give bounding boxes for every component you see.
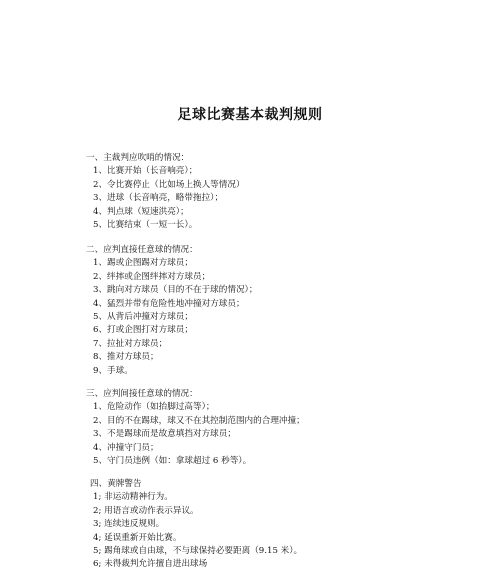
list-item: 2、目的不在踢球，球又不在其控制范围内的合理冲撞； (93, 415, 305, 426)
section-heading: 一、主裁判应吹哨的情况： (86, 153, 190, 163)
list-item: 2; 用语言或动作表示异议。 (93, 505, 199, 516)
list-item: 1、危险动作（如抬脚过高等）； (93, 402, 215, 413)
section-yellow-card (90, 478, 490, 572)
list-item: 6; 未得裁判允许擅自进出球场 (93, 559, 208, 570)
list-item: 1; 非运动精神行为。 (93, 492, 173, 503)
list-item: 5; 踢角球或自由球，不与球保持必要距离（9.15 米）。 (93, 546, 303, 557)
list-item: 3、进球（长音响亮，略带拖拉）； (93, 193, 224, 204)
section-referee-whistle (86, 152, 486, 232)
list-item: 1、比赛开始（长音响亮）； (93, 166, 198, 177)
list-item: 7、拉扯对方球员； (93, 338, 168, 349)
section-heading: 三、应判间接任意球的情况： (86, 389, 198, 399)
list-item: 3; 连续违反规则。 (93, 519, 165, 530)
list-item: 2、绊摔或企图绊摔对方球员； (93, 271, 211, 282)
list-item: 4、猛烈并带有危险性地冲撞对方球员； (93, 298, 245, 309)
document-title: 足球比赛基本裁判规则 (177, 107, 323, 123)
section-heading: 四、黄牌警告 (90, 479, 142, 489)
list-item: 6、打或企图打对方球员； (93, 325, 193, 336)
list-item: 4、判点球（短速洪亮）； (93, 206, 189, 217)
section-indirect-free-kick (86, 388, 486, 468)
list-item: 5、比赛结束（一短一长）。 (93, 220, 198, 231)
list-item: 5、守门员违例（如：拿球超过 6 秒等）。 (93, 456, 252, 467)
list-item: 3、不是踢球而是故意填挡对方球员； (93, 429, 236, 440)
list-item: 8、推对方球员； (93, 352, 159, 363)
section-heading: 二、应判直接任意球的情况： (86, 245, 198, 255)
list-item: 1、踢或企图踢对方球员； (93, 258, 193, 269)
list-item: 4、冲撞守门员； (93, 442, 159, 453)
list-item: 4; 延误重新开始比赛。 (93, 532, 182, 543)
section-direct-free-kick (86, 244, 486, 378)
list-item: 3、跳向对方球员（目的不在于球的情况）； (93, 285, 258, 296)
list-item: 5、从背后冲撞对方球员； (93, 312, 193, 323)
list-item: 9、手球。 (93, 365, 133, 376)
list-item: 2、令比赛停止（比如场上换人等情况） (93, 179, 245, 190)
